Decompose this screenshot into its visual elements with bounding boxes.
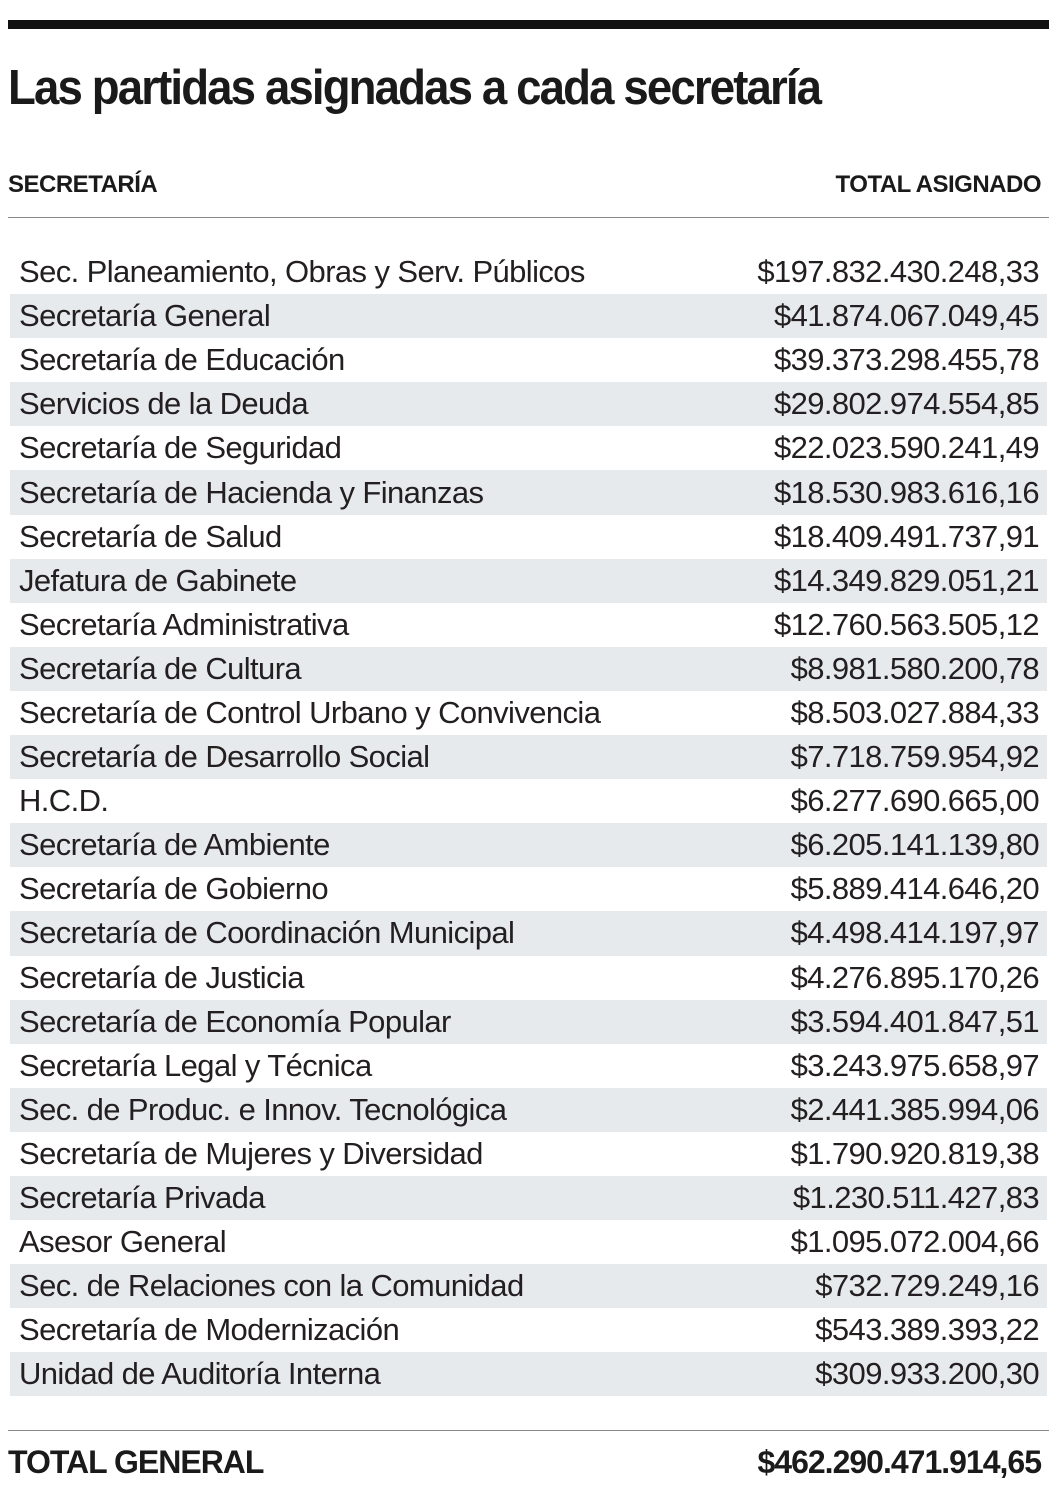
assigned-amount: $1.095.072.004,66	[790, 1224, 1039, 1260]
top-rule	[8, 20, 1049, 29]
total-value: $462.290.471.914,65	[757, 1444, 1041, 1480]
assigned-amount: $3.594.401.847,51	[790, 1003, 1039, 1039]
secretaria-name: Secretaría Legal y Técnica	[19, 1047, 372, 1083]
secretaria-name: Secretaría de Cultura	[19, 650, 302, 686]
secretaria-name: Secretaría de Mujeres y Diversidad	[19, 1135, 483, 1171]
table-row	[10, 294, 1047, 338]
table-row	[10, 1264, 1047, 1308]
secretaria-name: Unidad de Auditoría Interna	[19, 1356, 381, 1392]
assigned-amount: $29.802.974.554,85	[773, 386, 1039, 422]
assigned-amount: $732.729.249,16	[815, 1268, 1039, 1304]
table-row	[10, 823, 1047, 867]
secretaria-name: Secretaría Privada	[19, 1180, 265, 1216]
page-title: Las partidas asignadas a cada secretaría	[8, 61, 821, 115]
secretaria-name: Servicios de la Deuda	[19, 386, 308, 422]
secretaria-name: Secretaría de Educación	[19, 342, 345, 378]
table-row	[10, 559, 1047, 603]
table-row	[10, 250, 1047, 294]
assigned-amount: $2.441.385.994,06	[790, 1091, 1039, 1127]
secretaria-name: Sec. Planeamiento, Obras y Serv. Públicos	[19, 254, 585, 290]
secretaria-name: Secretaría de Ambiente	[19, 827, 330, 863]
secretaria-name: Secretaría de Desarrollo Social	[19, 739, 430, 775]
assigned-amount: $5.889.414.646,20	[790, 871, 1039, 907]
table-row	[10, 1044, 1047, 1088]
assigned-amount: $41.874.067.049,45	[773, 298, 1039, 334]
table-row	[10, 1220, 1047, 1264]
assigned-amount: $1.230.511.427,83	[792, 1180, 1039, 1216]
assigned-amount: $197.832.430.248,33	[757, 254, 1039, 290]
secretaria-name: Jefatura de Gabinete	[19, 562, 297, 598]
secretaria-name: Secretaría de Seguridad	[19, 430, 342, 466]
table-row	[10, 426, 1047, 470]
assigned-amount: $22.023.590.241,49	[773, 430, 1039, 466]
assigned-amount: $39.373.298.455,78	[773, 342, 1039, 378]
table-row	[10, 867, 1047, 911]
table-row	[10, 735, 1047, 779]
table-row	[10, 338, 1047, 382]
assigned-amount: $6.277.690.665,00	[790, 783, 1039, 819]
assigned-amount: $18.409.491.737,91	[773, 518, 1039, 554]
secretaria-name: Asesor General	[19, 1224, 226, 1260]
table-row	[10, 1176, 1047, 1220]
assigned-amount: $6.205.141.139,80	[790, 827, 1039, 863]
secretaria-name: Secretaría de Salud	[19, 518, 282, 554]
secretaria-name: Secretaría de Economía Popular	[19, 1003, 451, 1039]
table-row	[10, 515, 1047, 559]
assigned-amount: $8.981.580.200,78	[790, 650, 1039, 686]
table-row	[10, 382, 1047, 426]
table-row	[10, 1088, 1047, 1132]
table-row	[10, 779, 1047, 823]
assigned-amount: $4.498.414.197,97	[790, 915, 1039, 951]
secretaria-name: Secretaría de Coordinación Municipal	[19, 915, 515, 951]
total-divider	[8, 1430, 1049, 1431]
secretaria-name: Sec. de Relaciones con la Comunidad	[19, 1268, 524, 1304]
secretaria-name: Secretaría de Modernización	[19, 1312, 400, 1348]
column-header-secretaria: SECRETARÍA	[8, 171, 158, 198]
assigned-amount: $7.718.759.954,92	[790, 739, 1039, 775]
assigned-amount: $8.503.027.884,33	[790, 694, 1039, 730]
table-row	[10, 1000, 1047, 1044]
secretaria-name: Secretaría de Gobierno	[19, 871, 329, 907]
table-row	[10, 470, 1047, 514]
column-header-total: TOTAL ASIGNADO	[835, 171, 1041, 198]
table-row	[10, 1352, 1047, 1396]
assigned-amount: $18.530.983.616,16	[773, 474, 1039, 510]
secretaria-name: H.C.D.	[19, 783, 109, 819]
table-row	[10, 956, 1047, 1000]
secretaria-name: Secretaría de Justicia	[19, 959, 304, 995]
table-row	[10, 603, 1047, 647]
table-row	[10, 1308, 1047, 1352]
secretaria-name: Secretaría General	[19, 298, 271, 334]
secretaria-name: Secretaría Administrativa	[19, 606, 349, 642]
total-label: TOTAL GENERAL	[8, 1444, 264, 1480]
assigned-amount: $1.790.920.819,38	[790, 1135, 1039, 1171]
assigned-amount: $543.389.393,22	[815, 1312, 1039, 1348]
assigned-amount: $309.933.200,30	[815, 1356, 1039, 1392]
table-row	[10, 1132, 1047, 1176]
assigned-amount: $14.349.829.051,21	[773, 562, 1039, 598]
secretaria-name: Secretaría de Hacienda y Finanzas	[19, 474, 484, 510]
table-row	[10, 691, 1047, 735]
assigned-amount: $4.276.895.170,26	[790, 959, 1039, 995]
secretaria-name: Sec. de Produc. e Innov. Tecnológica	[19, 1091, 507, 1127]
header-divider	[8, 217, 1049, 218]
table-row	[10, 647, 1047, 691]
table-row	[10, 911, 1047, 955]
assigned-amount: $3.243.975.658,97	[790, 1047, 1039, 1083]
secretaria-name: Secretaría de Control Urbano y Convivencia	[19, 694, 601, 730]
budget-table	[10, 250, 1047, 1396]
assigned-amount: $12.760.563.505,12	[773, 606, 1039, 642]
